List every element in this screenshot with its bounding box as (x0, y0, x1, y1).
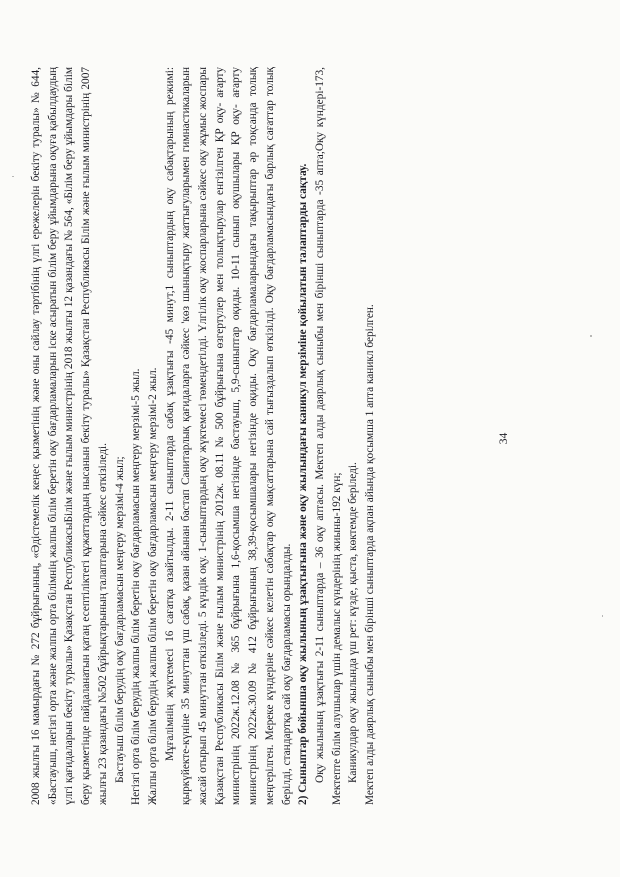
paragraph-basic-secondary-term: Негізгі орта білім берудің жалпы білім беретін оқу бағдарламасын меңгеру мерзімі-5 жыл. (130, 368, 143, 805)
paragraph-extra-holiday: Мектеп алды даярлық сыныбы мен бірінші сыныптарда ақпан айында қосымша 1 апта каникл берілген. (364, 304, 377, 805)
scan-speck (602, 615, 603, 617)
scan-speck (590, 335, 592, 337)
paragraph-general-secondary-term: Жалпы орта білім берудің жалпы білім беретін оқу бағдарламасын меңгеру мерзімі-2 жыл. (146, 367, 159, 805)
paragraph-regulations: 2008 жылғы 16 мамырдағы № 272 бұйрығының, «Әдістемелік кеңес қызметінің және оны сайлау тәртібінің үлгі ережелерін бекіту туралы» № 644, «Бастауыш, негізгі орта және жалпы орта білімнің жалпы білім беретін оқу бағдарламаларын іске асыратын білім беру ұйымдарына оқуға қабылдаудың үлгі қағидаларын бекіту туралы» Қазақстан РеспубликасыБілім және ғылым министрінің 2018 жылғы 12 қазандағы № 564, «Білім беру ұйымдары білім беру қызметінде пайдаланатын қатаң есептіліктегі құжаттардың нысанын бекіту туралы» Қазақстан Республикасы Білім және ғылым министрінің 2007 жылғы 23 қазандағы №502 бұйрықтарының талаптарына сәйкес өткізіледі. (30, 67, 109, 805)
document-body (28, 67, 379, 805)
paragraph-year-duration: Оқу жылының ұзақтығы 2-11 сыныптарда – 36 оқу аптасы. Мектеп алды даярлық сыныбы мен бірінші сыныптарда -35 апта;Оқу күндері-173, Мектепте білім алушылар үшін демалыс күндерінің жиыны-192 күн; (313, 67, 343, 805)
page-number: 34 (498, 432, 510, 445)
scan-speck (12, 176, 14, 177)
paragraph-teacher-workload: Мұғалімнің жүктемесі 16 сағатқа азайтылды. 2-11 сыныптарда сабақ ұзақтығы -45 минут,1 сыныптардың оқу сабақтарының режимі: қыркүйекте-күніне 35 минуттан үш сабақ, қазан айынан бастап Санитарлық қағидаларға сәйкес 'көз шынықтыру жаттығуларымен гимнастикаларын жасай отырып 45 минуттан өткізіледі. 5 күндік оқу. 1-сыныптардың оқу жүктемесі төмендетілді. Үлгілік оқу жоспарларына сәйкес оқу жұмыс жоспары Қазақстан Республикасы Білім және ғылым министрінің 2012ж. 08.11 № 500 бұйрығына өзгертулер мен толықтырулар енгізілген ҚР оқу- ағарту министрінің 2022ж.12.08 № 365 бұйрығына 1,6-қосымша негізінде бастауыш, 5,9-сыныптар оқиды. 10-11 сынып оқушылары ҚР оқу- ағарту министрінің 2022ж.30.09 № 412 бұйрығының 38,39-қосымшалары негізінде оқиды. Оқу бағдарламаларындағы тақырыптар әр тоқсанда толық меңгерілген. Мереке күндеріне сәйкес келетін сабақтар оқу мақсаттарына сай тығыздалып өткізілді. Оқу бағдарламасындағы барлық сағаттар толық берілді, стандартқа сай оқу бағдарламасы орындалды. (163, 67, 293, 805)
paragraph-primary-term: Бастауыш білім берудің оқу бағдарламасын меңгеру мерзімі-4 жыл; (113, 456, 126, 783)
paragraph-holidays: Каникулдар оқу жылында үш рет: күзде, қыста, көктемде беріледі. (347, 462, 360, 783)
section-heading: 2) Сыныптар бойынша оқу жылының ұзақтығына және оқу жылындағы каникул мерзіміне қойылатын талаптарды сақтау. (297, 163, 310, 805)
